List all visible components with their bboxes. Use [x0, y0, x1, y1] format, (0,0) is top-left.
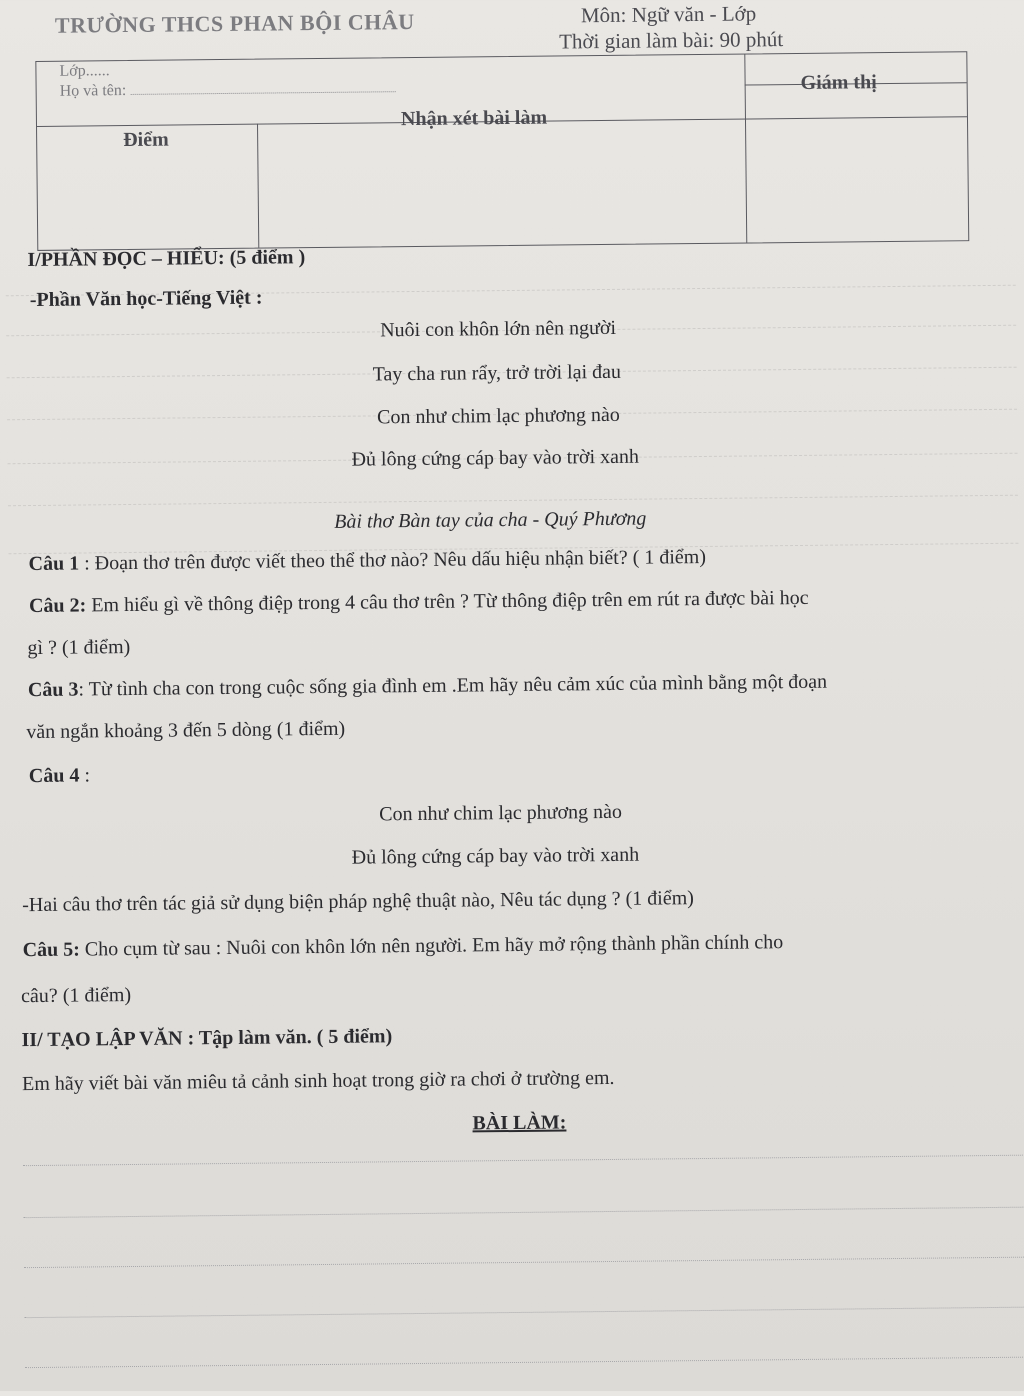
question-5: [23, 931, 784, 962]
name-label: Họ và tên:: [59, 82, 127, 100]
question-2: [29, 587, 809, 618]
answer-line[interactable]: [23, 1207, 1023, 1218]
answer-heading: BÀI LÀM:: [472, 1111, 567, 1135]
score-cell: [37, 124, 258, 250]
question-4: [29, 764, 90, 788]
subject-label: Môn: Ngữ văn - Lớp: [580, 1, 757, 28]
answer-line[interactable]: [24, 1257, 1024, 1268]
question-1: [28, 546, 706, 576]
poem-line: Đủ lông cứng cáp bay vào trời xanh: [351, 445, 640, 471]
grade-table: [35, 51, 969, 251]
question-text: :: [79, 764, 91, 787]
poem-line: Con như chim lạc phương nào: [376, 403, 620, 429]
question-label: Câu 3: [27, 678, 79, 702]
class-label: Lớp......: [59, 62, 110, 80]
question-label: Câu 2:: [28, 594, 87, 618]
question-2-cont: gì ? (1 điểm): [27, 635, 131, 660]
poem-line: Nuôi con khôn lớn nên người: [380, 316, 617, 342]
question-label: Câu 4: [28, 764, 80, 788]
comment-cell: [259, 119, 746, 248]
score-header: Điểm: [123, 128, 169, 152]
essay-prompt: Em hãy viết bài văn miêu tả cảnh sinh hoạt trong giờ ra chơi ở trường em.: [21, 1066, 615, 1096]
question-3-cont: văn ngắn khoảng 3 đến 5 dòng (1 điểm): [26, 717, 346, 744]
poem-source: Bài thơ Bàn tay của cha - Quý Phương: [334, 507, 647, 533]
part1-subtitle: -Phần Văn học-Tiếng Việt :: [29, 286, 263, 312]
comment-header: Nhận xét bài làm: [400, 106, 548, 131]
background-line: [8, 495, 1018, 507]
question-label: Câu 1: [28, 552, 80, 576]
question-label: Câu 5:: [22, 938, 80, 962]
question-text: : Đoạn thơ trên được viết theo thể thơ nào? Nêu dấu hiệu nhận biết? ( 1 điểm): [79, 545, 707, 575]
question-text: : Từ tình cha con trong cuộc sống gia đình em .Em hãy nêu cảm xúc của mình bằng một đoạn: [78, 670, 828, 701]
question-text: Em hiểu gì về thông điệp trong 4 câu thơ trên ? Từ thông điệp trên em rút ra được bài học: [86, 586, 809, 617]
poem-line: Tay cha run rẩy, trở trời lại đau: [372, 360, 622, 386]
time-label: Thời gian làm bài: 90 phút: [559, 27, 784, 54]
proctor-cell: [747, 84, 969, 242]
question-5-cont: câu? (1 điểm): [21, 984, 132, 1008]
question-text: Cho cụm từ sau : Nuôi con khôn lớn nên người. Em hãy mở rộng thành phần chính cho: [79, 931, 784, 961]
question-4-text: -Hai câu thơ trên tác giả sử dụng biện pháp nghệ thuật nào, Nêu tác dụng ? (1 điểm): [22, 887, 695, 917]
part2-title: II/ TẠO LẬP VĂN : Tập làm văn. ( 5 điểm): [21, 1025, 393, 1052]
proctor-header: Giám thị: [800, 71, 877, 94]
q4-poem-line: Con như chim lạc phương nào: [379, 800, 623, 826]
q4-poem-line: Đủ lông cứng cáp bay vào trời xanh: [351, 843, 640, 869]
answer-line[interactable]: [25, 1357, 1024, 1368]
answer-line[interactable]: [23, 1155, 1023, 1166]
answer-line[interactable]: [24, 1307, 1024, 1318]
school-name: TRƯỜNG THCS PHAN BỘI CHÂU: [54, 8, 415, 38]
question-3: [28, 671, 827, 702]
part1-title: I/PHẦN ĐỌC – HIỂU: (5 điểm ): [27, 246, 306, 272]
